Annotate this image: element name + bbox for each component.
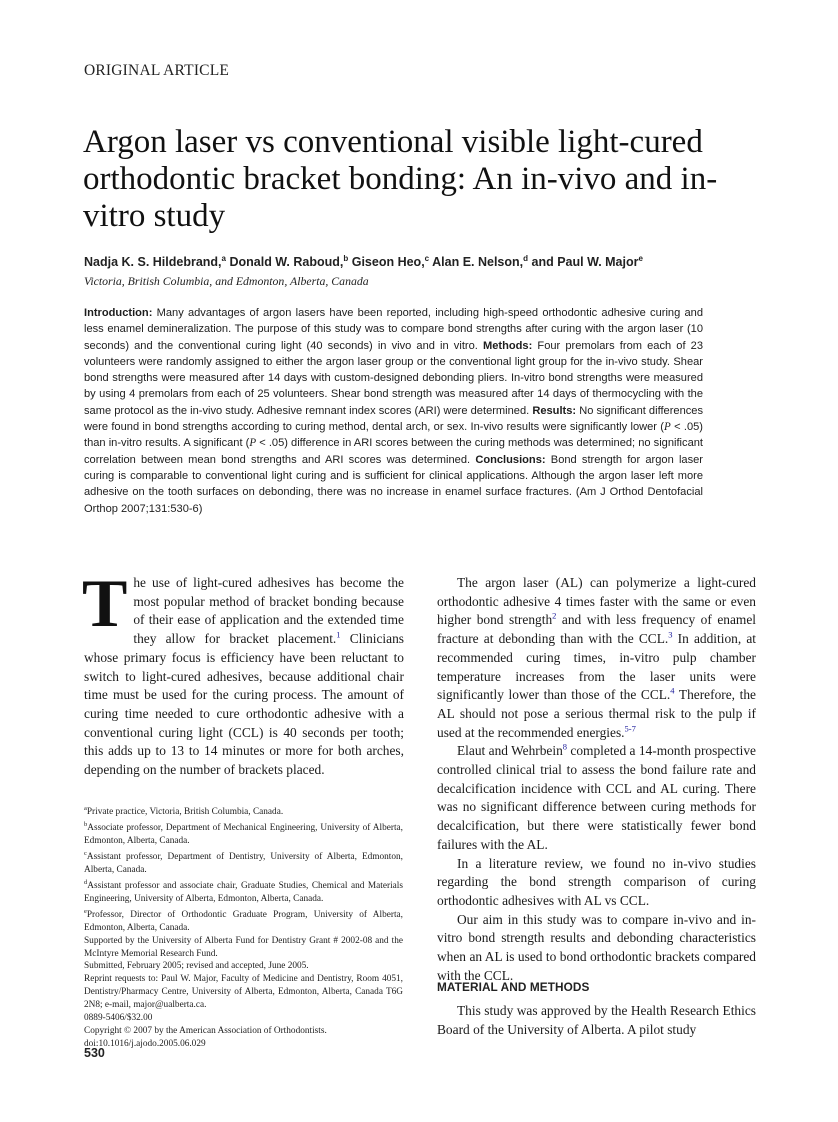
abstract-results-text: < .05) difference in ARI scores between the curing methods was determined; no significant correlation between mean bond strengths and ARI scores was determined. <box>84 437 703 466</box>
footnote-b <box>84 819 403 848</box>
abstract-intro-label: Introduction: <box>84 307 153 319</box>
author-name: Giseon Heo, <box>351 255 425 270</box>
body-column-right <box>437 574 756 985</box>
abstract-results-text: No significant differences were found in bond strengths according to curing method, dental arch, or sex. In-vivo results were significantly lower ( <box>84 404 703 434</box>
affiliation-mark: d <box>523 254 529 263</box>
footnote-mark: e <box>84 907 87 915</box>
body-column-left <box>82 565 404 780</box>
author-name: Nadja K. S. Hildebrand, <box>84 255 222 270</box>
abstract-results-text: < .05) than in-vitro results. A significant ( <box>84 421 703 450</box>
author-name: and Paul W. Major <box>531 255 639 270</box>
reference-link[interactable]: 2 <box>552 610 557 621</box>
footnote-mark: b <box>84 821 88 828</box>
footnote-a <box>84 803 403 819</box>
drop-cap: T <box>82 565 128 641</box>
footnote-mark: a <box>84 805 87 812</box>
footnote-mark: d <box>84 878 88 886</box>
footnotes <box>84 803 403 1051</box>
author-list <box>84 254 774 269</box>
funding-note: Supported by the University of Alberta Fund for Dentistry Grant # 2002-08 and the McIntyre Memorial Research Fund. <box>84 935 403 959</box>
reference-link[interactable]: 1 <box>336 629 341 640</box>
abstract-methods-text: Four premolars from each of 23 volunteers were randomly assigned to either the argon laser group or the conventional light group for the in-vivo study. Shear bond strengths were measured after 14 days with custom-designed debonding pliers. In-vitro bond strengths were measured by using 4 premolars from each of 25 volunteers. Shear bond strength was measured after 14 days of thermocycling with the same protocol as the in-vivo study. Adhesive remnant index scores (ARI) were determined. <box>84 339 703 417</box>
reference-link[interactable]: 5-7 <box>624 723 636 734</box>
body-text: completed a 14-month prospective controlled clinical trial to assess the bond failure rate and decalcification incidence with CCL and AL curing. There was no significant difference between curing methods for decalcification, but there were statistically fewer bond failures with the AL. <box>437 743 756 852</box>
article-title: Argon laser vs conventional visible light-cured orthodontic bracket bonding: An in-vivo and in-vitro study <box>83 124 718 234</box>
footnote-e <box>84 906 403 935</box>
body-text: Elaut and Wehrbein <box>457 743 563 759</box>
reference-link[interactable]: 8 <box>562 741 568 752</box>
affiliation-mark: a <box>221 254 226 263</box>
affiliation-mark: e <box>638 254 643 263</box>
abstract-conclusions-text: Bond strength for argon laser curing is comparable to conventional light curing and is sufficient for clinical applications. Although the argon laser left more adhesive on the tooth surfaces on debonding, there was no increase in enamel surface fractures. (Am J Orthod Dentofacial Orthop 2007;131:530-6) <box>84 453 703 515</box>
body-text: and with less frequency of enamel fracture at debonding than with the CCL. <box>437 612 756 647</box>
author-name: Donald W. Raboud, <box>229 255 344 270</box>
body-text: Therefore, the AL should not pose a serious thermal risk to the pulp if used at the recommended energies. <box>437 687 756 740</box>
body-paragraph <box>82 565 404 780</box>
footnote-text: Associate professor, Department of Mechanical Engineering, University of Alberta, Edmonton, Alberta, Canada. <box>84 823 403 846</box>
abstract <box>84 305 703 517</box>
footnote-c <box>84 848 403 877</box>
copyright-notice: Copyright © 2007 by the American Association of Orthodontists. <box>84 1025 327 1036</box>
affiliation-mark: c <box>424 254 430 263</box>
footnote-text: Professor, Director of Orthodontic Graduate Program, University of Alberta, Edmonton, Alberta, Canada. <box>84 909 403 933</box>
reprint-requests: Reprint requests to: Paul W. Major, Faculty of Medicine and Dentistry, Room 4051, Dentistry/Pharmacy Centre, University of Alberta, Edmonton, Alberta, Canada T6G 2N8; e-mail, major@ualberta.ca. <box>84 974 403 1011</box>
abstract-intro-text: Many advantages of argon lasers have been reported, including high-speed orthodontic adhesive curing and less enamel demineralization. The purpose of this study was to compare bond strengths after curing with the argon laser (10 seconds) and the conventional curing light (40 seconds) in vivo and in vitro. <box>84 307 703 352</box>
issn-price: 0889-5406/$32.00 <box>84 1013 153 1024</box>
abstract-conclusions-label: Conclusions: <box>475 453 546 466</box>
body-paragraph: In a literature review, we found no in-vivo studies regarding the bond strength comparison of curing orthodontic adhesives with AL vs CCL. <box>437 855 756 908</box>
body-paragraph <box>437 742 756 854</box>
footnote-text: Assistant professor and associate chair, Graduate Studies, Chemical and Materials Engineering, University of Alberta, Edmonton, Alberta, Canada. <box>84 880 403 904</box>
section-heading-methods: MATERIAL AND METHODS <box>437 980 590 994</box>
footnote-text: Private practice, Victoria, British Columbia, Canada. <box>86 807 284 818</box>
reference-link[interactable]: 3 <box>668 629 673 640</box>
page-number: 530 <box>84 1046 105 1060</box>
methods-paragraph: This study was approved by the Health Research Ethics Board of the University of Alberta. A pilot study <box>437 1003 756 1037</box>
reference-link[interactable]: 4 <box>670 685 675 696</box>
article-type-label: ORIGINAL ARTICLE <box>84 62 230 79</box>
p-value-symbol: P <box>249 437 257 450</box>
doi[interactable]: doi:10.1016/j.ajodo.2005.06.029 <box>84 1038 206 1049</box>
abstract-methods-label: Methods: <box>482 339 533 352</box>
footnote-d <box>84 877 403 906</box>
footnote-mark: c <box>84 849 87 857</box>
p-value-symbol: P <box>664 421 671 434</box>
body-paragraph: Our aim in this study was to compare in-vivo and in-vitro bond strength results and debonding characteristics when an AL is used to bond orthodontic brackets compared with the CCL. <box>437 911 756 983</box>
body-text: Clinicians whose primary focus is efficiency have been reluctant to switch to light-cured adhesives, because additional chair time must be used for the curing process. The amount of curing time needed to cure orthodontic adhesive with a conventional curing light (CCL) is 40 seconds per tooth; this adds up to 13 to 14 minutes or more for both arches, depending on the number of brackets placed. <box>84 631 404 778</box>
body-paragraph <box>437 574 756 742</box>
body-text: In addition, at recommended curing times, in-vitro pulp chamber temperature increases from the laser units were significantly lower than those of the CCL. <box>437 631 756 703</box>
author-name: Alan E. Nelson, <box>432 255 524 270</box>
body-text: The argon laser (AL) can polymerize a light-cured orthodontic adhesive 4 times faster with the same or even higher bond strength <box>437 575 756 628</box>
submission-dates: Submitted, February 2005; revised and accepted, June 2005. <box>84 961 309 972</box>
author-location: Victoria, British Columbia, and Edmonton, Alberta, Canada <box>84 274 369 288</box>
body-text: he use of light-cured adhesives has become the most popular method of bracket bonding because of their ease of application and the extended time they allow for bracket placement. <box>133 575 404 647</box>
abstract-results-label: Results: <box>532 404 577 417</box>
affiliation-mark: b <box>343 254 349 263</box>
footnote-text: Assistant professor, Department of Dentistry, University of Alberta, Edmonton, Alberta, Canada. <box>84 852 403 875</box>
